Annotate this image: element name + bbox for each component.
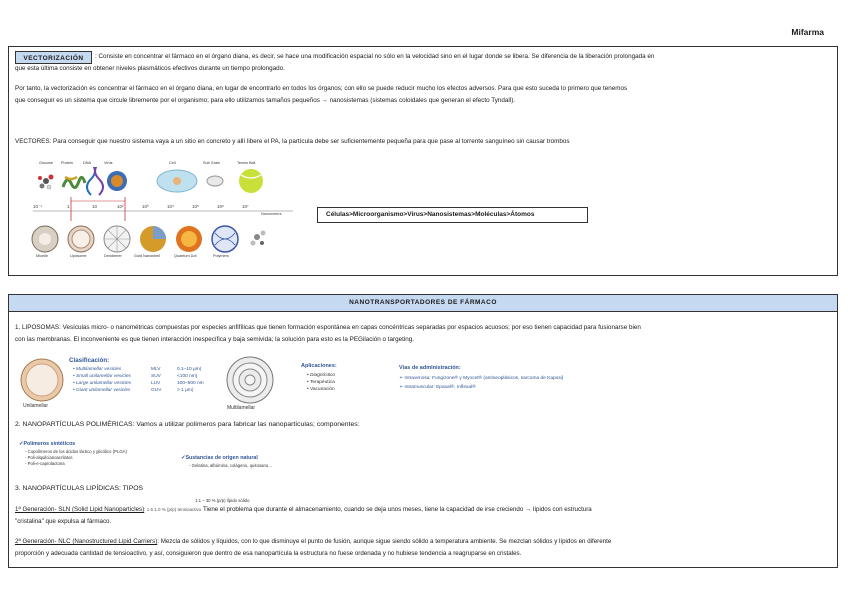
fig-label-dendrimer: Dendrimer [104, 254, 122, 258]
fig-label-tennis-ball: Tennis Ball [237, 161, 256, 165]
tick-1: 10⁻¹ [33, 204, 42, 209]
vectorizacion-definition-1: : Consiste en concentrar el fármaco en el órgano diana, es decir, se hace una modificación espacial no sólo en la velocidad sino en el lugar donde se libera. Se diferencia de la liberación prolongada en [95, 53, 655, 60]
generation-2-description: : Mezcla de sólidos y líquidos, con lo que disminuye el punto de fusión, aunque sigue siendo sólido a temperatura ambiente. Se mezclan sólidos y lípidos en diferente [157, 538, 612, 545]
applications-title: Aplicaciones: [301, 363, 337, 369]
application-item: • Diagnóstico [307, 373, 336, 378]
synthetic-item: - Copolímeros de los ácidos láctico y glicólico (PLGA) [25, 449, 127, 454]
multilamellar-label: Multilamellar [227, 405, 256, 411]
polymer-nanoparticle-icon [212, 226, 238, 252]
tick-9: 10⁷ [242, 204, 249, 209]
tick-5: 10³ [142, 204, 149, 209]
nanotransportadores-section [8, 294, 838, 568]
classification-item: • Giant unilamellar vesicles [73, 388, 131, 393]
quantum-dot-icon [176, 226, 202, 252]
fig-label-cell: Cell [169, 161, 176, 165]
tennis-ball-icon [239, 169, 263, 193]
fig-label-gold-nanoshell: Gold Nanoshell [134, 254, 160, 258]
molecule-icon [251, 231, 266, 246]
generation-1-title: 1ª Generación- SLN (Solid Lipid Nanoparticles) [15, 506, 145, 513]
tick-2: 1 [67, 204, 70, 209]
route-item: ➢ Intravenosa: Fungizone® y Myocet® (antineoplásicos, sarcoma de Kaposi) [399, 376, 564, 381]
fig-label-virus: Virus [104, 161, 113, 165]
dendrimer-icon [104, 226, 130, 252]
sub-grain-icon [207, 176, 223, 186]
natural-substances-title: ✓Sustancias de origen natural [181, 455, 258, 461]
generation-1-text [15, 505, 592, 516]
classification-abbr: GUV [151, 388, 162, 393]
tick-7: 10⁵ [192, 204, 199, 209]
gold-nanoshell-icon [140, 226, 166, 252]
vectores-text: VECTORES: Para conseguir que nuestro sistema vaya a un sitio en concreto y allí libere el PA, la partícula debe ser suficientemente pequeña para que pase al torrente sanguíneo sin causar trombos [15, 138, 570, 145]
virus-icon [107, 171, 127, 191]
scale-unit: Nanometers [261, 212, 282, 216]
fig-label-polymers: Polymers [213, 254, 229, 258]
classification-size: 100–500 nm [177, 381, 204, 386]
nanoscale-illustrations [29, 167, 299, 267]
liposomas-text-2: con las membranas. El inconveniente es que tienen interacción inespecífica y baja semivida; la solución para esto es la PEGilación o targeting. [15, 336, 415, 343]
tick-3: 10 [92, 204, 98, 209]
classification-item: • Multilamellar vesicles [73, 367, 122, 372]
unilamellar-liposome-icon [19, 357, 65, 403]
route-item: ➢ Intramuscular: Epaxal®, Inflexal® [399, 385, 476, 390]
micelle-icon [32, 226, 58, 252]
generation-1-text-2: "cristalina" que expulsa al fármaco. [15, 518, 112, 525]
tick-8: 10⁶ [217, 204, 224, 209]
generation-2-text [15, 537, 611, 548]
unilamellar-label: Unilamellar [23, 403, 49, 409]
cell-icon [157, 170, 197, 192]
fig-label-sub-grain: Sub Grain [203, 161, 221, 165]
application-item: • Terapéutica [307, 380, 335, 385]
size-order-box: Células>Microorganismo>Virus>Nanosistemas>Moléculas>Átomos [317, 207, 588, 223]
glucose-molecule-icon [38, 175, 54, 190]
generation-1-description: Tiene el problema que durante el almacenamiento, cuando se deja unos meses, tiene la capacidad de irse creciendo → lípidos con estructura [202, 506, 592, 513]
tick-6: 10⁴ [167, 204, 174, 209]
application-item: • Vacunación [307, 387, 335, 392]
classification-size: <100 nm) [177, 374, 198, 379]
fig-label-quantum-dot: Quantum Dot [174, 254, 197, 258]
vectorizacion-definition-2: que esta última consiste en obtener niveles plasmáticos efectivos durante un tiempo prolongado. [15, 65, 285, 72]
classification-item: • Large unilamellar vesicles [73, 381, 132, 386]
vectorizacion-label: VECTORIZACIÓN [15, 51, 92, 64]
synthetic-item: - Poli-e-caprolactona [25, 461, 65, 466]
vectorizacion-explanation-2: que conseguir es un sistema que circule libremente por el organismo; para ello utilizamos tamaños pequeños → nanosistemas (sistemas coloidales que generan el efecto Tyndall). [15, 97, 516, 104]
multilamellar-liposome-icon [225, 355, 275, 405]
liposomas-text-1: 1. LIPOSOMAS: Vesículas micro- o nanométricas compuestas por especies anfifílicas que tienen formación espontánea en capas concéntricas separadas por espacios acuosos; por eso tienen capacidad para fusionarse bien [15, 324, 641, 331]
generation-2-text-2: proporción y adecuada cantidad de tensioactivo, y así, consiguieron que dentro de esa nanopartícula la estructura no fuese ordenada y no hubiese tendencia a reagruparse en cristales. [15, 550, 522, 557]
vectorizacion-explanation-1: Por tanto, la vectorización es concentrar el fármaco en el órgano diana, en lugar de encontrarlo en todos los órganos; con ello se puede reducir mucho los efectos adversos. Para que esto suceda lo primero que tenemos [15, 85, 628, 92]
brand-name: Mifarma [791, 27, 824, 37]
lipidicas-title: 3. NANOPARTÍCULAS LIPÍDICAS: TIPOS [15, 485, 144, 492]
tick-4: 10² [117, 204, 124, 209]
classification-abbr: MLV [151, 367, 161, 372]
section-header: NANOTRANSPORTADORES DE FÁRMACO [9, 295, 837, 312]
routes-title: Vías de administración: [399, 365, 461, 371]
fig-label-dna: DNA [83, 161, 92, 165]
fig-label-micelle: Micelle [36, 254, 48, 258]
natural-item: - Gelatina, albúmina, colágeno, quitosano... [189, 463, 272, 468]
classification-abbr: SUV [151, 374, 161, 379]
generation-2-title: 2ª Generación- NLC (Nanostructured Lipid Carriers) [15, 538, 158, 545]
classification-size: 0.1–10 µm) [177, 367, 202, 372]
fig-label-glucose: Glucose [39, 161, 53, 165]
synthetic-polymers-title: ✓Polímeros sintéticos [19, 441, 76, 447]
fig-label-liposome: Liposome [70, 254, 87, 258]
classification-title: Clasificación: [69, 357, 110, 364]
classification-size: > 1 µm) [177, 388, 194, 393]
protein-icon [63, 177, 85, 188]
generation-1-mid: : 1.5 1.0 % (p/p) tensioactivo [144, 507, 202, 512]
liposome-icon [68, 226, 94, 252]
dna-icon [87, 167, 103, 195]
polimericas-text: 2. NANOPARTÍCULAS POLIMÉRICAS: Vamos a utilizar polímeros para fabricar las nanopartículas; componentes: [15, 421, 360, 428]
synthetic-item: - Poli-alquilcianoacrilatos [25, 455, 73, 460]
ratio-note: 1:1 – 30 % (p/p) lípido sólido [195, 498, 250, 503]
classification-item: • Small unilamellar vesicles [73, 374, 131, 379]
vectorizacion-section [8, 46, 838, 276]
classification-abbr: LUV [151, 381, 161, 386]
fig-label-protein: Protein [61, 161, 74, 165]
